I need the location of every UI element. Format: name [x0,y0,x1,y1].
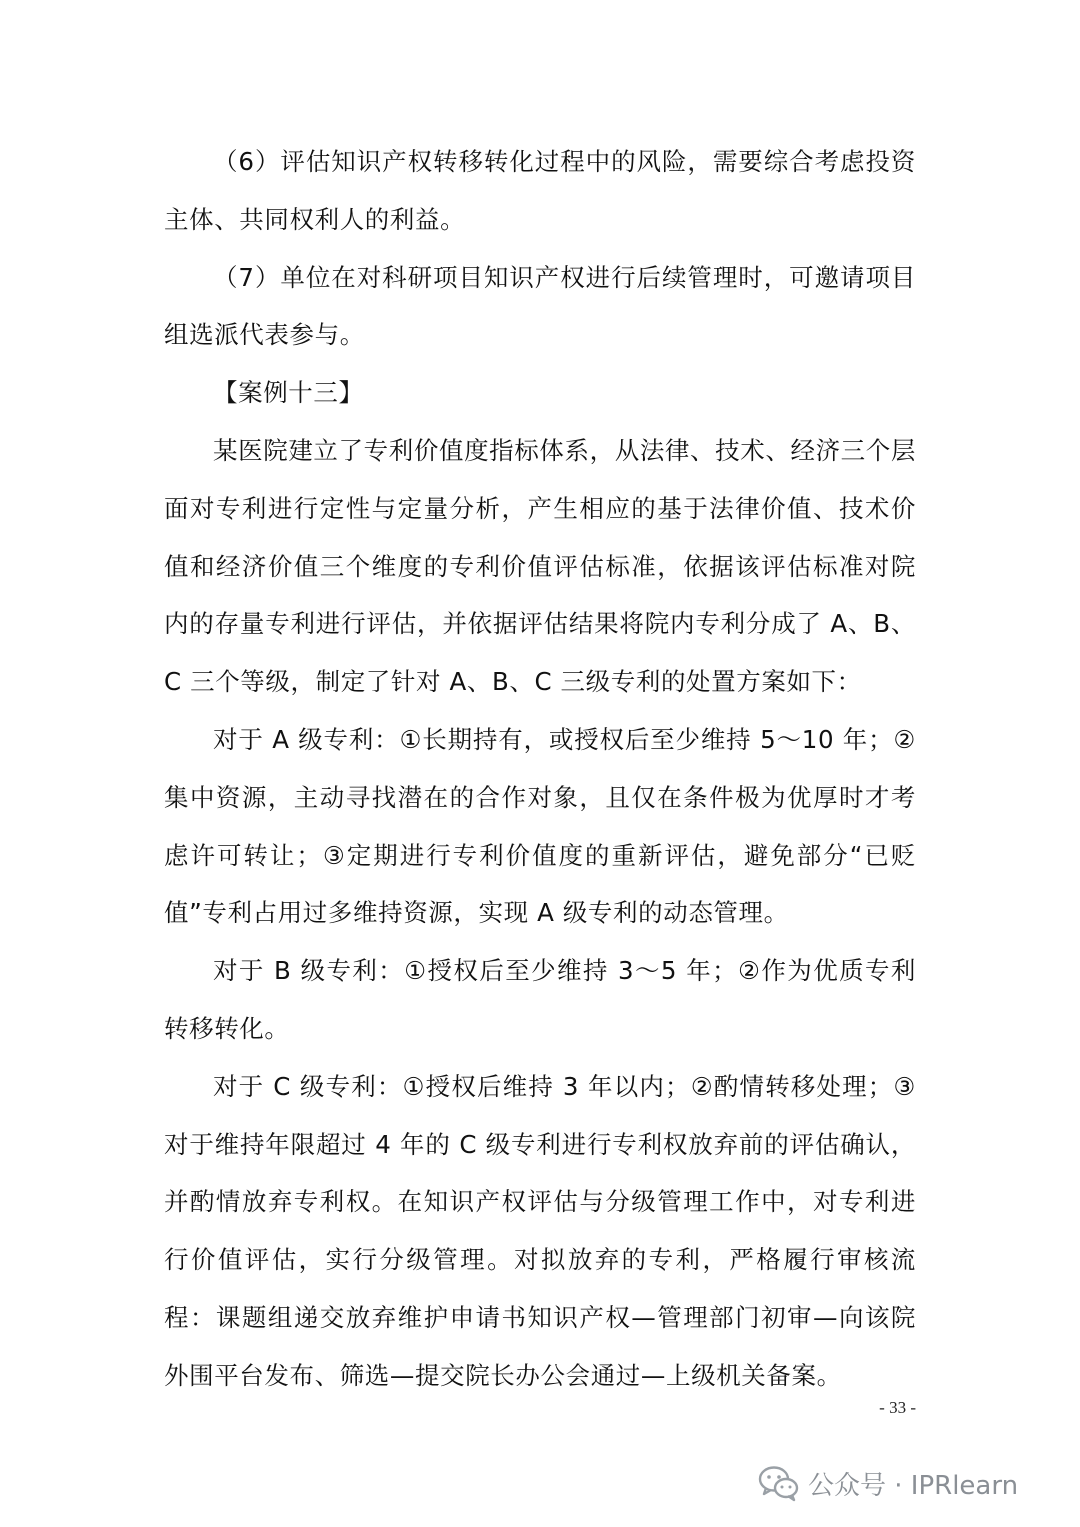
grade-a-paragraph: 对于 A 级专利：①长期持有，或授权后至少维持 5～10 年；②集中资源，主动寻找潜在的合作对象，且仅在条件极为优厚时才考虑许可转让；③定期进行专利价值度的重新评估，避免部分“已贬值”专利占用过多维持资源，实现 A 级专利的动态管理。 [164,724,916,928]
grade-b-paragraph: 对于 B 级专利：①授权后至少维持 3～5 年；②作为优质专利转移转化。 [164,956,916,1043]
paragraph-6: （6）评估知识产权转移转化过程中的风险，需要综合考虑投资主体、共同权利人的利益。 [164,147,916,234]
wechat-icon [758,1464,800,1502]
grade-c-paragraph: 对于 C 级专利：①授权后维持 3 年以内；②酌情转移处理；③对于维持年限超过 4 年的 C 级专利进行专利权放弃前的评估确认，并酌情放弃专利权。在知识产权评估与分级管理工作中，对专利进行价值评估，实行分级管理。对拟放弃的专利，严格履行审核流程：课题组递交放弃维护申请书知识产权—管理部门初审—向该院外围平台发布、筛选—提交院长办公会通过—上级机关备案。 [164,1071,916,1390]
page-number: - 33 - [879,1398,916,1417]
paragraph-7: （7）单位在对科研项目知识产权进行后续管理时，可邀请项目组选派代表参与。 [164,262,916,350]
wechat-watermark [758,1460,1018,1506]
case-heading: 【案例十三】 [213,378,364,408]
case-intro-paragraph: 某医院建立了专利价值度指标体系，从法律、技术、经济三个层面对专利进行定性与定量分析，产生相应的基于法律价值、技术价值和经济价值三个维度的专利价值评估标准，依据该评估标准对院内的存量专利进行评估，并依据评估结果将院内专利分成了 A、B、C 三个等级，制定了针对 A、B、C 三级专利的处置方案如下： [164,435,916,697]
watermark-text: 公众号 · IPRlearn [808,1470,1019,1501]
document-body [164,133,916,1405]
